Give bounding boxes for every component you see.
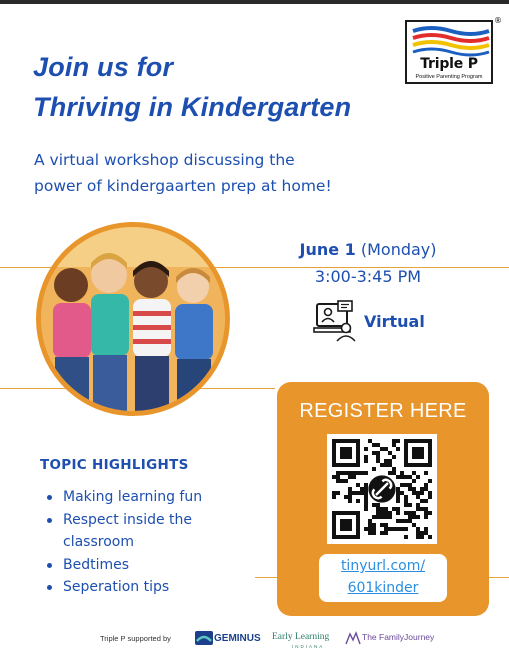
registration-link-line-1[interactable]: tinyurl.com/ [340,558,426,574]
topic-item: Making learning fun [42,486,272,509]
topics-list [42,486,272,599]
registered-mark: ® [494,16,502,25]
register-title: REGISTER HERE [299,400,467,422]
logo-stripes-graphic [411,25,491,57]
title-line-2: Thriving in Kindergarten [33,92,352,122]
supported-by-text: Triple P supported by [100,634,171,643]
subtitle-line-1: A virtual workshop discussing the [34,151,295,169]
topic-item-continuation: classroom [63,534,134,550]
early-learning-logo-subtext: INDIANA [292,644,325,649]
topic-item: Seperation tips [42,576,272,599]
family-journey-logo-text: The FamilyJourney [362,632,435,642]
triple-p-logo [405,20,493,84]
event-time: 3:00-3:45 PM [314,267,422,286]
register-panel [277,382,489,616]
logo-name: Triple P [420,56,478,72]
event-date-weekday: (Monday) [355,240,437,259]
topic-item: Respect inside the [42,509,272,532]
registration-link[interactable] [319,554,447,602]
qr-code-graphic [332,439,432,539]
title-line-1: Join us for [33,52,174,82]
topic-item: Bedtimes [42,554,272,577]
topics-heading: TOPIC HIGHLIGHTS [40,457,189,473]
geminus-logo-text: GEMINUS [214,633,261,644]
children-photo [36,222,230,416]
family-journey-logo-icon [345,631,361,645]
event-format [312,298,452,344]
virtual-meeting-icon [312,298,358,344]
early-learning-logo-text: Early Learning [272,632,330,642]
event-date [258,240,478,259]
top-rule [0,0,509,4]
subtitle-line-2: power of kindergaarten prep at home! [34,177,332,195]
event-date-bold: June 1 [299,240,356,259]
registration-qr-code[interactable] [327,434,437,544]
registration-link-line-2[interactable]: 601kinder [347,580,419,596]
event-format-label: Virtual [364,312,425,331]
logo-tagline: Positive Parenting Program [415,74,483,80]
sponsor-footer [100,628,435,650]
geminus-logo-icon [195,631,213,645]
children-photo-illustration [41,227,225,411]
